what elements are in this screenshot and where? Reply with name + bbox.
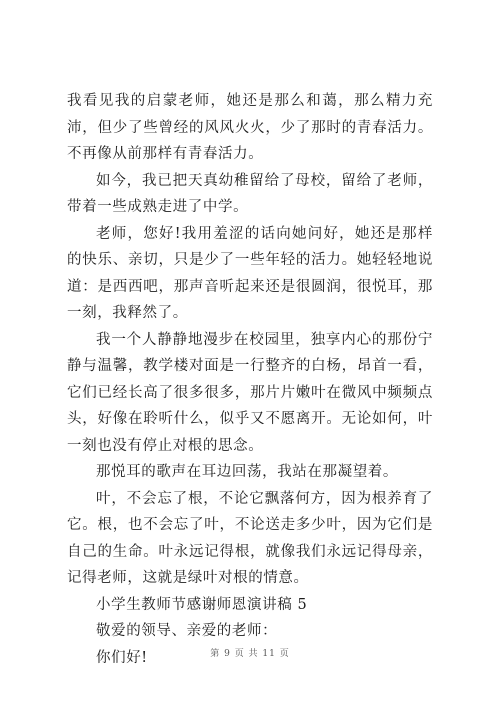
body-paragraph-6: 叶，不会忘了根，不论它飘落何方，因为根养育了它。根，也不会忘了叶，不论送走多少叶，因为它们是自己的生命。叶永远记得根，就像我们永远记得母亲，记得老师，这就是绿叶对根的情意。 <box>67 490 433 586</box>
body-paragraph-5: 那悦耳的歌声在耳边回荡，我站在那凝望着。 <box>96 464 398 480</box>
body-paragraph-1: 我看见我的启蒙老师，她还是那么和蔼，那么精力充沛，但少了些曾经的风风火火，少了那时的青春活力。不再像从前那样有青春活力。 <box>67 93 433 162</box>
salutation: 敬爱的领导、亲爱的老师： <box>96 623 278 639</box>
page-number-footer: 第 9 页 共 11 页 <box>210 649 290 659</box>
body-paragraph-3: 老师，您好!我用羞涩的话向她问好，她还是那样的快乐、亲切，只是少了一些年轻的活力。她轻轻地说道：是西西吧，那声音听起来还是很圆润，很悦耳，那一刻，我释然了。 <box>67 225 433 321</box>
body-paragraph-4: 我一个人静静地漫步在校园里，独享内心的那份宁静与温馨，教学楼对面是一行整齐的白杨，昂首一看，它们已经长高了很多很多，那片片嫩叶在微风中频频点头，好像在聆听什么，似乎又不愿离开。无论如何，叶一刻也没有停止对根的思念。 <box>67 331 433 454</box>
section-heading: 小学生教师节感谢师恩演讲稿 5 <box>96 596 308 613</box>
body-paragraph-2: 如今，我已把天真幼稚留给了母校，留给了老师，带着一些成熟走进了中学。 <box>67 172 433 215</box>
greeting: 你们好! <box>96 649 148 666</box>
document-body <box>67 88 433 671</box>
